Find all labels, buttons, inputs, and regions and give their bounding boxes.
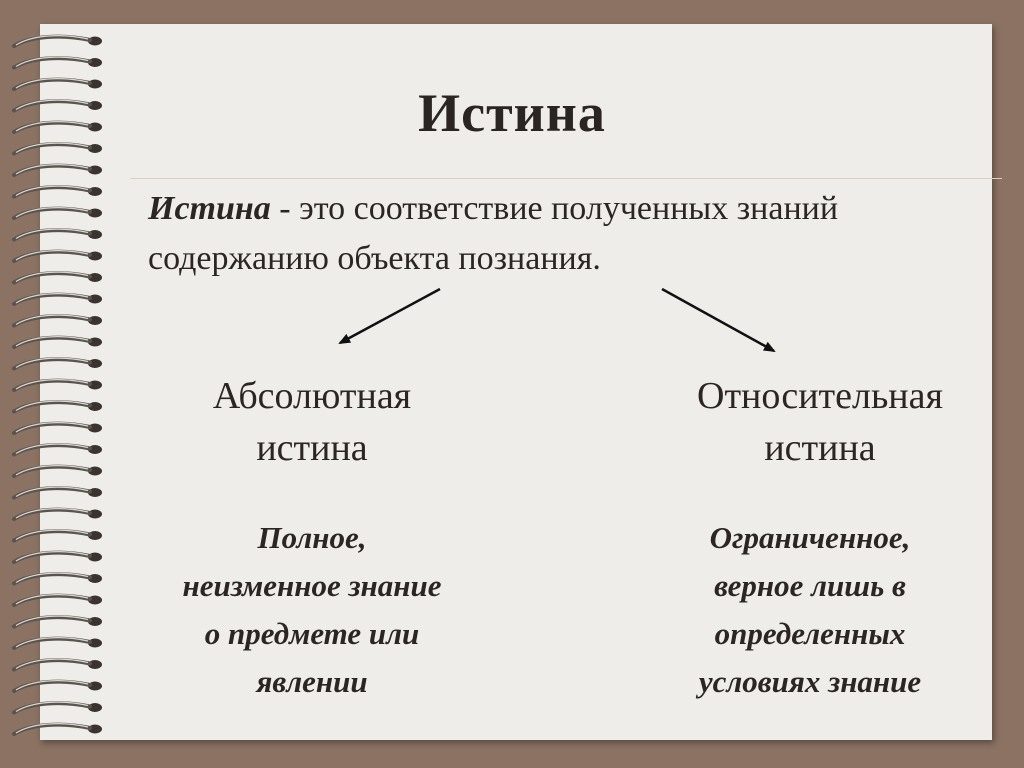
absolute-desc-line: о предмете или [204,616,420,651]
definition-line-1-rest: - это соответствие полученных знаний [270,190,839,227]
absolute-desc-line: явлении [256,664,368,699]
arrow-left [340,289,440,343]
relative-desc-line: Ограниченное, [709,520,911,555]
absolute-desc-line: неизменное знание [182,568,442,603]
relative-truth-heading [640,370,1000,474]
absolute-truth-description [130,514,494,706]
relative-truth-description [640,514,980,706]
relative-desc-line: условиях знание [698,664,922,699]
definition-line-2: содержанию объекта познания. [148,240,601,277]
arrow-right [662,289,774,351]
definition-term: Истина [148,190,271,227]
relative-desc-line: определенных [714,616,906,651]
slide-title: Истина [418,83,606,143]
absolute-truth-heading-line-2: истина [256,427,368,469]
relative-desc-line: верное лишь в [714,568,906,603]
absolute-truth-heading [150,370,474,474]
relative-truth-heading-line-1: Относительная [697,375,943,417]
relative-truth-heading-line-2: истина [764,427,876,469]
absolute-desc-line: Полное, [257,520,367,555]
absolute-truth-heading-line-1: Абсолютная [212,375,412,417]
